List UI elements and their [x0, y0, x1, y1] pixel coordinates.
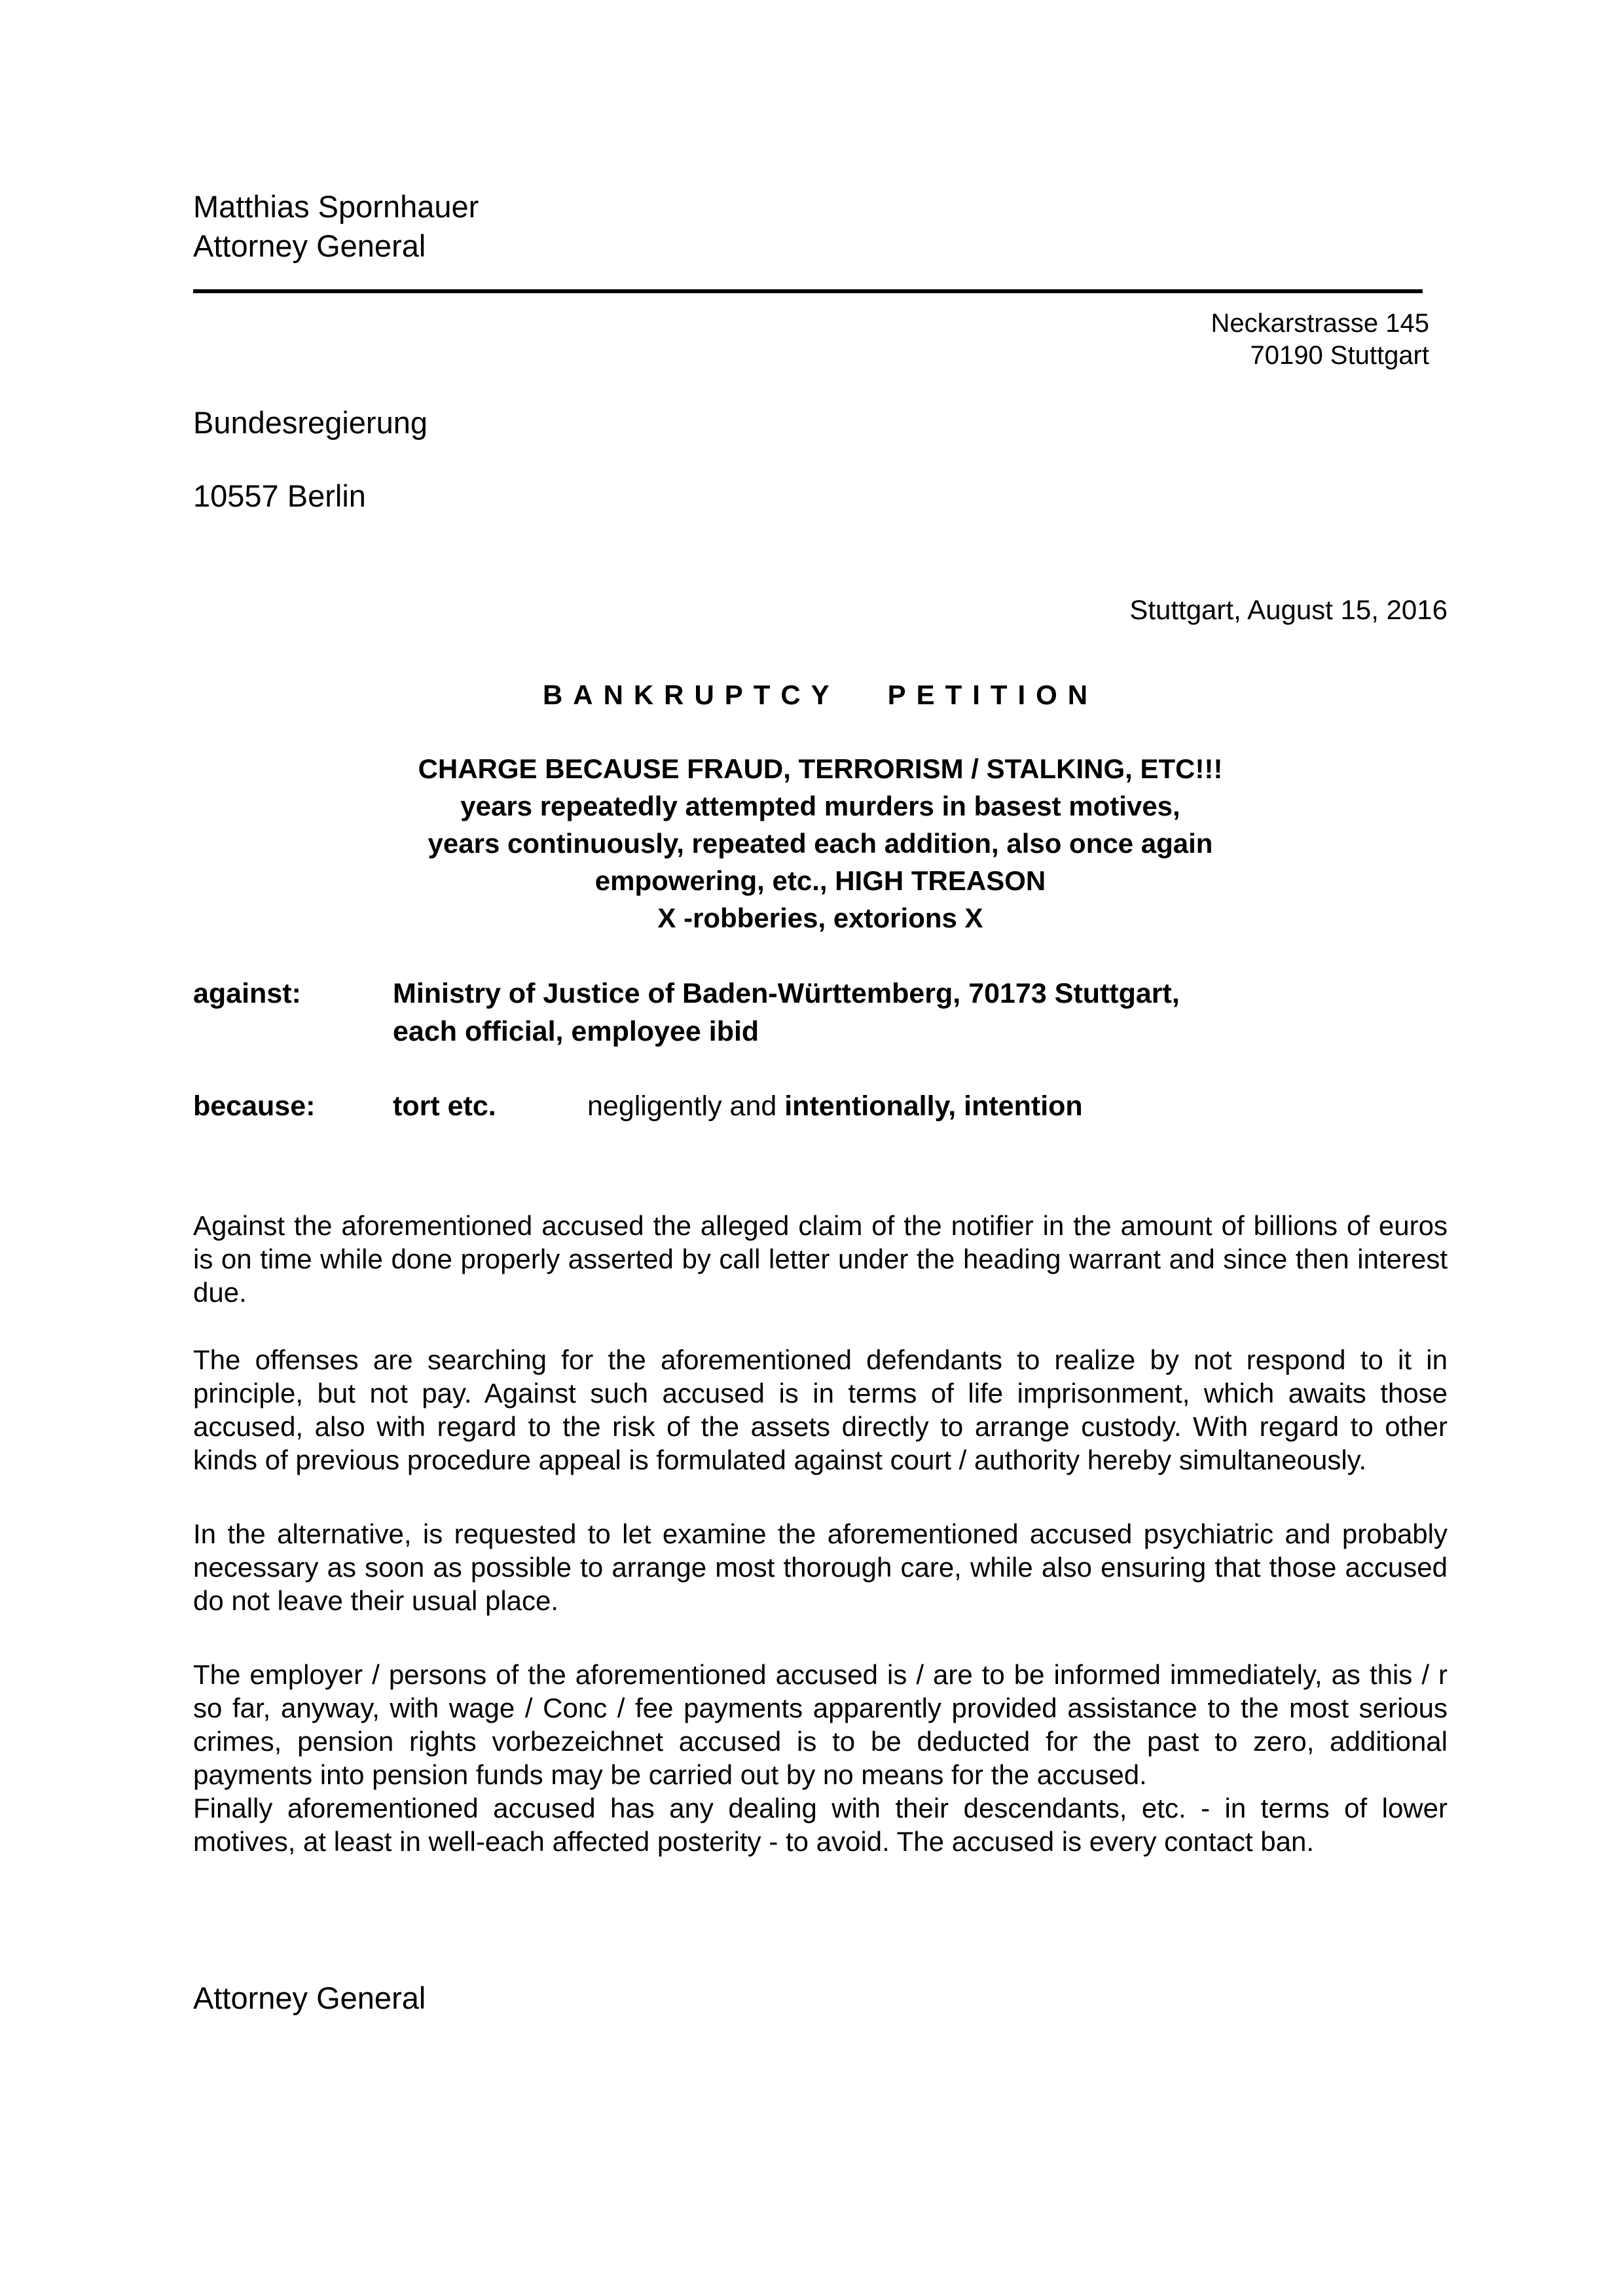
sender-city: 70190 Stuttgart [1250, 341, 1429, 370]
because-value [393, 1087, 1448, 1125]
charge-heading-line: years repeatedly attempted murders in basest motives, [460, 791, 1180, 821]
because-manner-regular: negligently and [587, 1090, 785, 1122]
because-label: because: [193, 1090, 316, 1122]
against-line-1: Ministry of Justice of Baden-Württemberg, 70173 Stuttgart, [393, 978, 1180, 1009]
paragraph-employer: The employer / persons of the aforementioned accused is / are to be informed immediately, as this / r so far, anyway, with wage / Conc / fee payments apparently provided assistance to the most serious crimes, pension rights vorbezeichnet accused is to be deducted for the past to zero, additional payments into pension funds may be carried out by no means for the accused. [193, 1659, 1448, 1790]
sender-title: Attorney General [193, 228, 426, 263]
sender-name: Matthias Spornhauer [193, 189, 479, 224]
because-row [193, 1087, 1448, 1125]
paragraph-claim: Against the aforementioned accused the alleged claim of the notifier in the amount of billions of euros is on time while done properly asserted by call letter under the heading warrant and since then interest due. [193, 1210, 1448, 1308]
against-row [193, 975, 1448, 1050]
closing-signature: Attorney General [193, 1981, 426, 2015]
recipient-city: 10557 Berlin [193, 478, 366, 513]
charge-heading-line: years continuously, repeated each addition, also once again [428, 828, 1213, 859]
against-value [393, 975, 1448, 1050]
against-label: against: [193, 978, 301, 1009]
document-title: BANKRUPTCY PETITION [542, 679, 1099, 710]
paragraph-offenses: The offenses are searching for the aforementioned defendants to realize by not respond to it in principle, but not pay. Against such accused is in terms of life imprisonment, which awaits those accused, also with regard to the risk of the assets directly to arrange custody. With regard to other kinds of previous procedure appeal is formulated against court / authority hereby simultaneously. [193, 1344, 1448, 1475]
letterhead-divider [193, 289, 1423, 293]
letter-body [193, 1209, 1448, 1858]
against-line-2: each official, employee ibid [393, 1016, 759, 1047]
charge-heading-line: CHARGE BECAUSE FRAUD, TERRORISM / STALKING, ETC!!! [418, 753, 1223, 784]
sender-address-block [193, 308, 1448, 372]
charge-heading-line: X -robberies, extorions X [657, 903, 983, 933]
paragraph-finally: Finally aforementioned accused has any dealing with their descendants, etc. - in terms of lower motives, at least in well-each affected posterity - to avoid. The accused is every contact ban. [193, 1793, 1448, 1857]
because-manner-bold: intentionally, intention [784, 1090, 1083, 1122]
because-cause: tort etc. [393, 1090, 496, 1122]
charge-heading-line: empowering, etc., HIGH TREASON [594, 865, 1046, 896]
sender-block [193, 187, 1448, 266]
dateline: Stuttgart, August 15, 2016 [1129, 594, 1448, 625]
charge-heading [193, 750, 1448, 937]
recipient-name: Bundesregierung [193, 405, 428, 440]
sender-street: Neckarstrasse 145 [1211, 309, 1429, 338]
paragraph-alternative: In the alternative, is requested to let examine the aforementioned accused psychiatric and probably necessary as soon as possible to arrange most thorough care, while also ensuring that those accused do not leave their usual place. [193, 1518, 1448, 1616]
